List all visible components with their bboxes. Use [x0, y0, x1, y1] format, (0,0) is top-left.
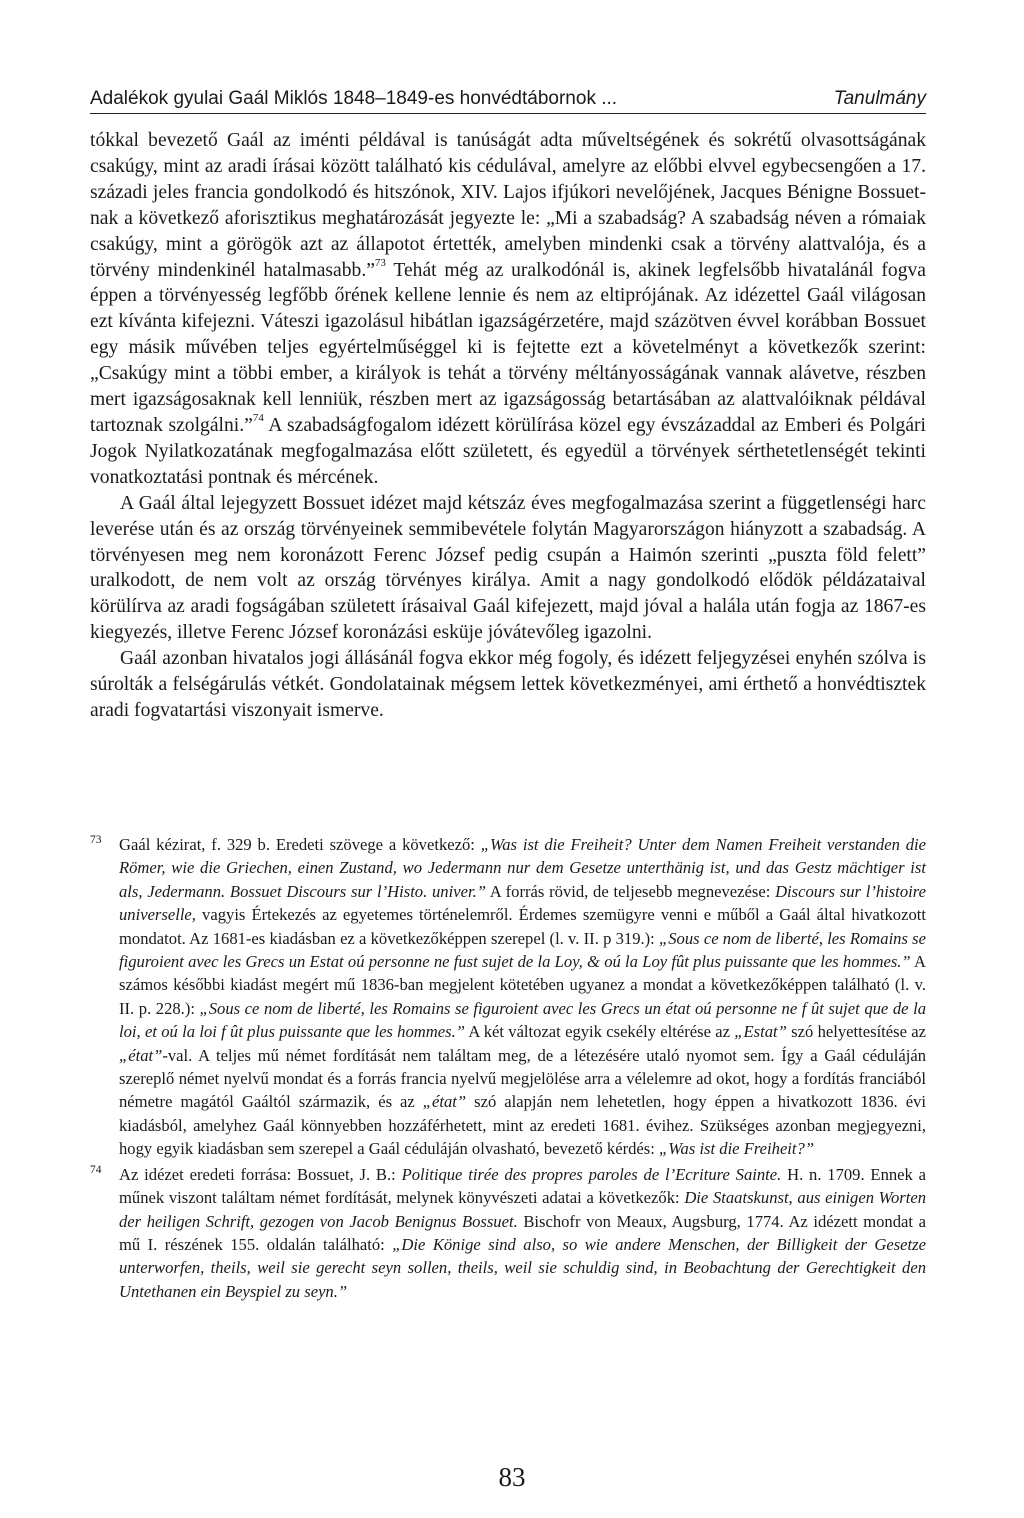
fn73-italic-8: „Was ist die Freiheit?” [659, 1139, 815, 1159]
footnote-number: 73 [90, 834, 102, 846]
fn73-italic-5: „Estat” [734, 1022, 787, 1042]
main-text [90, 128, 926, 724]
fn73-text-5: A két változat egyik csekély eltérése az [464, 1022, 735, 1042]
fn73-text-3: vagyis Értekezés az egyetemes történelemről. Érdemes szemügyre venni e műből a Gaál által hivatkozott mondatot. Az 1681-es kiadásban ez a következőképpen szerepel (l. v. II. p 319.): [119, 905, 926, 948]
fn73-italic-3: „Sous ce nom de liberté, les Romains se figuroient avec les Grecs un Estat oú personne ne fust sujet de la Loy, & oú la Loy fût plus puissante que les hommes.” [119, 928, 926, 972]
footnote-74 [90, 1163, 926, 1303]
fn74-text-3: Bischofr von Meaux, Augsburg, 1774. Az idézett mondat a mű I. részének 155. oldalán található: [119, 1211, 926, 1254]
fn73-text-1: Gaál kézirat, f. 329 b. Eredeti szövege a következő: [119, 835, 481, 854]
footnote-73 [90, 833, 926, 1161]
fn73-italic-2: Discours sur l’histoire universelle, [119, 881, 926, 925]
paragraph-1-part-c: A szabadságfogalom idézett körülírása közel egy évszázaddal az Emberi és Polgári Jogok Nyilatkozatának megfogalmazása előtt született, és egyedül a törvények sérthetetlenségét tekinti vonatkoztatási pontnak és mércének. [90, 414, 926, 488]
footnote-ref-73[interactable]: 73 [374, 256, 386, 269]
fn74-italic-2: Die Staatskunst, aus einigen Worten der heiligen Schrift, gezogen von Jacob Benignus Bossuet. [119, 1188, 927, 1231]
fn73-text-8: szó alapján nem lehetetlen, hogy éppen a hivatkozott 1836. évi kiadásból, amelyhez Gaál könnyebben hozzáférhetett, mint az eredeti 1681. évihez. Szükséges azonban megjegyezni, hogy egyik kiadásban sem szerepel a Gaál céduláján olvasható, bevezető kérdés: [119, 1092, 926, 1159]
page-number: 83 [498, 1462, 526, 1492]
section-label: Tanulmány [833, 88, 926, 109]
paragraph-1-part-a: tókkal bevezető Gaál az iménti példával is tanúságát adta műveltségének és sokrétű olvasottságának csakúgy, mint az aradi írásai között található kis cédulával, amelyre az előbbi elvvel egybecsengően a 17. századi jeles francia gondolkodó és hitszónok, XIV. Lajos ifjúkori nevelőjének, Jacques Bénigne Bossuet-nak a következő aforisztikus meghatározását jegyezte le: „Mi a szabadság? A szabadság néven a rómaiak csakúgy, mint a görögök azt az állapotot értették, amelyben mindenki csak a törvény alattvalója, és a törvény mindenkinél hatalmasabb.” [90, 130, 926, 281]
footnote-ref-74[interactable]: 74 [252, 411, 264, 424]
footnote-number: 74 [90, 1163, 102, 1176]
paragraph-2: A Gaál által lejegyzett Bossuet idézet majd kétszáz éves megfogalmazása szerint a függetlenségi harc leverése után és az ország törvényeinek semmibevétele folytán Magyarországon hiányzott a szabadság. A törvényesen meg nem koronázott Ferenc József pedig csupán a Haimón szerinti „puszta föld felett” uralkodott, de nem volt az ország törvényes királya. Amit a nagy gondolkodó elődök példázataival körülírva az aradi fogságában született írásaival Gaál kifejezett, majd jóval a halála után fogja az 1867-es kiegyezés, illetve Ferenc József koronázási esküje jóvátevőleg igazolni. [90, 492, 926, 644]
fn73-italic-7: „état” [422, 1092, 467, 1112]
fn73-italic-6: „état” [119, 1045, 163, 1065]
fn73-text-6: szó helyettesítése az [786, 1022, 927, 1042]
fn73-text-2: A forrás rövid, de teljesebb megnevezése: [485, 881, 776, 901]
fn73-italic-4: „Sous ce nom de liberté, les Romains se figuroient avec les Grecs un état oú personne ne f ût sujet que de la loi, et oú la loi f ût plus puissante que les hommes.” [119, 998, 926, 1042]
fn74-text-2: H. n. 1709. Ennek a műnek viszont találtam német fordítását, melynek könyvészeti adatai a következők: [119, 1164, 926, 1208]
fn74-italic-3: „Die Könige sind also, so wie andere Menschen, der Billigkeit der Gesetze unterworfen, theils, weil sie gerecht seyn sollen, theils, weil sie schuldig sind, in Beobachtung der Gerechtigkeit den Untethanen ein Beyspiel zu seyn.” [119, 1234, 926, 1301]
paragraph-1-part-b: Tehát még az uralkodónál is, akinek legfelsőbb hivatalánál fogva éppen a törvényesség legfőbb őrének kellene lennie és nem az eltiprójának. Az idézettel Gaál világosan ezt kívánta kifejezni. Váteszi igazolásul hibátlan igazságérzetére, majd százötven évvel korábban Bossuet egy másik művében teljes egyértelműséggel ki is fejtette ezt a követelményt a következők szerint: „Csakúgy mint a többi ember, a királyok is tehát a törvény méltányosságának vannak alávetve, részben mert igazságosaknak kell lenniük, részben mert az igazságosság betartásában az alattvalóiknak példával tartoznak szolgálni.” [90, 259, 927, 436]
fn74-italic-1: Politique tirée des propres paroles de l’Ecriture Sainte. [401, 1164, 782, 1184]
paragraph-3: Gaál azonban hivatalos jogi állásánál fogva ekkor még fogoly, és idézett feljegyzései enyhén szólva is súrolták a felségárulás vétkét. Gondolatainak mégsem lettek következményei, ami érthető a honvédtisztek aradi fogvatartási viszonyait ismerve. [90, 648, 926, 721]
fn73-italic-1: „Was ist die Freiheit? Unter dem Namen Freiheit verstanden die Römer, wie die Griechen, einen Zustand, wo Jedermann nur dem Gesetze unterthänig ist, und das Gestz mächtiger ist als, Jedermann. Bossuet Discours sur l’Histo. univer.” [119, 835, 926, 901]
running-header [90, 88, 926, 114]
fn74-text-1: Az idézet eredeti forrása: Bossuet, J. B.: [119, 1164, 402, 1184]
fn73-text-7: -val. A teljes mű német fordítását nem találtam meg, de a létezésére utaló nyomot sem. Így a Gaál céduláján szereplő német nyelvű mondat és a forrás francia nyelvű megjelölése arra a vélelemre ad okot, hogy a fordítás franciából németre magától Gaáltól származik, és az [119, 1045, 926, 1112]
paragraph-1 [90, 128, 926, 491]
running-title: Adalékok gyulai Gaál Miklós 1848–1849-es honvédtábornok ... [90, 88, 618, 109]
footnotes [90, 833, 926, 1305]
fn73-text-4: A számos későbbi kiadást megért mű 1836-ban megjelent kötetében ugyanez a mondat a következőképpen található (l. v. II. p. 228.): [119, 952, 926, 1018]
